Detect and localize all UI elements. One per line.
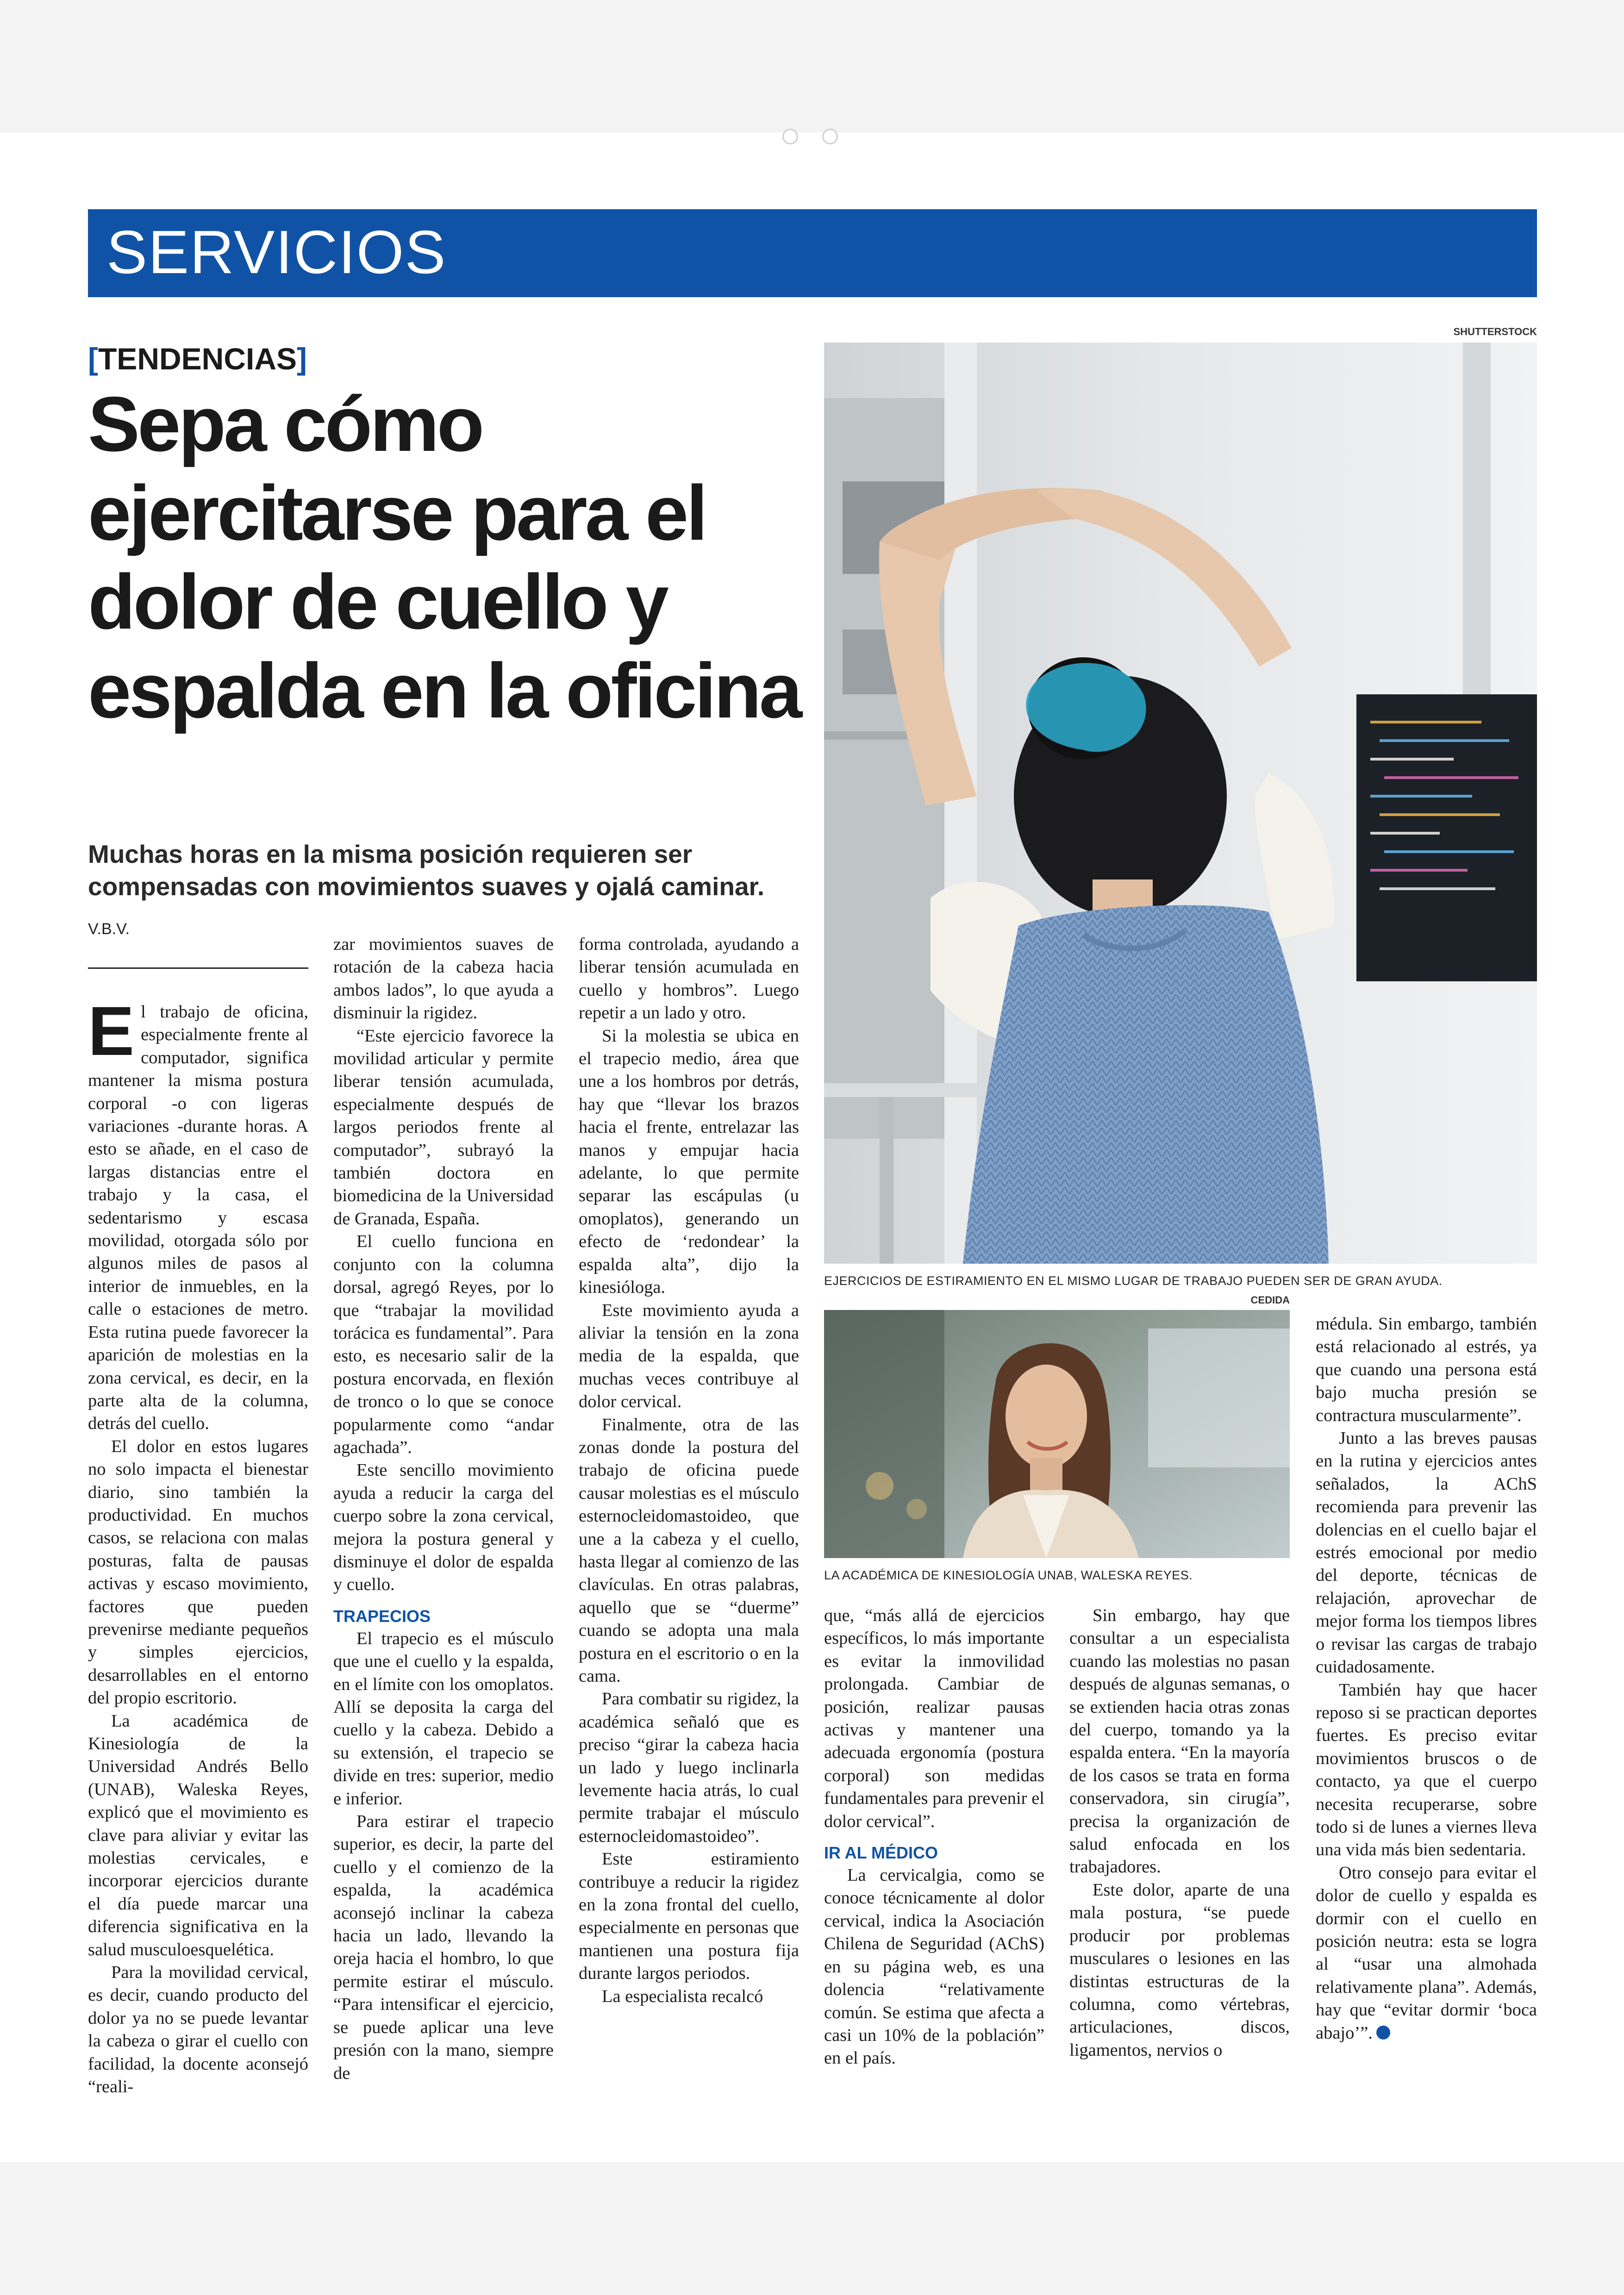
portrait-illustration [824, 1310, 1290, 1558]
paragraph: Otro consejo para evitar el dolor de cuello y espalda es dormir con el cuello en posición neutra: esta se logra al “usar una almohada relativamente plana”. Además, hay que “evitar dormir ‘boca abajo’”. [1316, 1863, 1537, 2043]
paragraph: La especialista recalcó [602, 1986, 763, 2006]
byline-divider [88, 967, 308, 969]
page-dot-prev[interactable] [782, 129, 798, 144]
paragraph: La académica de Kinesiología de la Universidad Andrés Bello (UNAB), Waleska Reyes, explicó que el movimiento es clave para aliviar y evitar las molestias cervicales, e incorporar ejercicios durante el día puede marcar una diferencia significativa en la salud musculoesquelética. [88, 1711, 308, 1959]
paragraph: Para combatir su rigidez, la académica señaló que es preciso “girar la cabeza hacia un lado y luego inclinarla levemente hacia atrás, lo cual permite trabajar el músculo esternocleidomastoideo”. [579, 1689, 799, 1846]
portrait-photo [824, 1310, 1290, 1558]
paragraph: Si la molestia se ubica en el trapecio medio, área que une a los hombros por detrás, hay que “llevar los brazos hacia el frente, entrelazar las manos y empujar hacia adelante, lo que permite separar las escápulas (u omoplatos), generando un efecto de ‘redondear’ la espalda alta”, dijo la kinesióloga. [579, 1026, 799, 1297]
page-nav-dots [782, 129, 843, 144]
paragraph: Junto a las breves pausas en la rutina y ejercicios antes señalados, la AChS recomienda para prevenir las dolencias en el cuello bajar el estrés emocional por medio del deporte, técnicas de relajación, aprovechar de mejor forma los tiempos libres o revisar las cargas de trabajo cuidadosamente. [1316, 1428, 1537, 1677]
paragraph: Este dolor, aparte de una mala postura, “se puede producir por problemas musculares o lesiones en las distintas estructuras de la columna, como vértebras, articulaciones, discos, ligamentos, nervios o [1069, 1880, 1290, 2060]
article-column-5 [1069, 1604, 1290, 2062]
article-byline: V.B.V. [88, 920, 130, 938]
drop-cap: E [88, 992, 135, 1070]
paragraph: El cuello funciona en conjunto con la columna dorsal, agregó Reyes, por lo que “trabajar la movilidad torácica es fundamental”. Para esto, es necesario salir de la postura encorvada, en flexión de tronco o lo que se conoce popularmente como “andar agachada”. [333, 1232, 554, 1457]
paragraph: También hay que hacer reposo si se practican deportes fuertes. Es preciso evitar movimientos bruscos o de contacto, ya que el cuerpo necesita recuperarse, sobre todo si de lunes a viernes lleva una vida más bien sedentaria. [1316, 1680, 1537, 1860]
portrait-photo-credit: CEDIDA [1250, 1294, 1290, 1306]
section-title: SERVICIOS [106, 218, 447, 286]
paragraph: Este sencillo movimiento ayuda a reducir la carga del cuerpo sobre la zona cervical, mejora la postura general y disminuye el dolor de espalda y cuello. [333, 1460, 554, 1595]
article-column-1 [88, 992, 308, 2099]
main-photo [824, 343, 1537, 1264]
paragraph: Finalmente, otra de las zonas donde la postura del trabajo de oficina puede causar molestias es el músculo esternocleidomastoideo, que une a la cabeza y el cuello, hasta llegar al comienzo de las clavículas. En otras palabras, aquello que se “duerme” cuando se adopta una mala postura en el escritorio o en la cama. [579, 1415, 799, 1686]
article-column-2 [333, 933, 554, 2085]
paragraph: Este estiramiento contribuye a reducir la rigidez en la zona frontal del cuello, especialmente en personas que mantienen una postura fija durante largos periodos. [579, 1849, 799, 1983]
paragraph: La cervicalgia, como se conoce técnicamente al dolor cervical, indica la Asociación Chilena de Seguridad (AChS) en su página web, es una dolencia “relativamente común. Se estima que afecta a casi un 10% de la población” en el país. [824, 1865, 1044, 2068]
paragraph: El trabajo de oficina, especialmente frente al computador, significa mantener la misma postura corporal -o con ligeras variaciones -durante horas. A esto se añade, en el caso de largas distancias entre el trabajo y la casa, el sedentarismo y escasa movilidad, otorgada sólo por algunos miles de pasos al interior de inmuebles, en la calle o estaciones de metro. Esta rutina puede favorecer la aparición de molestias en la zona cervical, es decir, en la parte alta de la columna, detrás del cuello. [88, 992, 308, 1434]
page-dot-next[interactable] [822, 129, 838, 144]
article-dek: Muchas horas en la misma posición requieren ser compensadas con movimientos suaves y ojalá caminar. [88, 840, 765, 901]
paragraph: “Este ejercicio favorece la movilidad articular y permite liberar tensión acumulada, especialmente después de largos periodos frente al computador”, subrayó la también doctora en biomedicina de la Universidad de Granada, España. [333, 1026, 554, 1229]
article-column-4 [824, 1604, 1044, 2070]
portrait-photo-caption: LA ACADÉMICA DE KINESIOLOGÍA UNAB, WALESKA REYES. [824, 1568, 1193, 1582]
kicker-text: TENDENCIAS [98, 342, 297, 376]
paragraph: Este movimiento ayuda a aliviar la tensión en la zona media de la espalda, que muchas veces contribuye al dolor cervical. [579, 1300, 799, 1412]
article-column-3 [579, 933, 799, 2008]
section-banner [88, 209, 1537, 297]
paragraph: El dolor en estos lugares no solo impacta el bienestar diario, sino también la productividad. En muchos casos, se relaciona con malas posturas, falta de pausas activas y escaso movimiento, factores que pueden prevenirse mediante pequeños y simples ejercicios, desarrollables en el entorno del propio escritorio. [88, 1436, 308, 1708]
paragraph: médula. Sin embargo, también está relacionado al estrés, ya que cuando una persona está bajo mucha presión se contractura muscularmente”. [1316, 1314, 1537, 1425]
main-photo-caption: EJERCICIOS DE ESTIRAMIENTO EN EL MISMO LUGAR DE TRABAJO PUEDEN SER DE GRAN AYUDA. [824, 1274, 1443, 1288]
paragraph: que, “más allá de ejercicios específicos, lo más importante es evitar la inmovilidad prolongada. Cambiar de posición, realizar pausas activas y mantener una adecuada ergonomía (postura corporal) son medidas fundamentales para prevenir el dolor cervical”. [824, 1606, 1044, 1831]
article-column-6 [1316, 1313, 1537, 2045]
subhead-trapecios: TRAPECIOS [333, 1606, 431, 1626]
end-mark-icon [1376, 2026, 1390, 2039]
stretching-woman-illustration [824, 343, 1537, 1264]
paragraph: Para estirar el trapecio superior, es decir, la parte del cuello y el comienzo de la espalda, la académica aconsejó inclinar la cabeza hacia un lado, llevando la oreja hacia el hombro, lo que permite estirar el músculo. “Para intensificar el ejercicio, se puede aplicar una leve presión con la mano, siempre de [333, 1812, 554, 2083]
main-photo-credit: SHUTTERSTOCK [1453, 326, 1537, 337]
article-kicker: [TENDENCIAS] [88, 342, 307, 376]
paragraph: Para la movilidad cervical, es decir, cuando producto del dolor ya no se puede levantar la cabeza o girar el cuello con facilidad, la docente aconsejó “reali- [88, 1963, 308, 2097]
paragraph: El trapecio es el músculo que une el cuello y la espalda, en el límite con los omoplatos. Allí se deposita la carga del cuello y la cabeza. Debido a su extensión, el trapecio se divide en tres: superior, medio e inferior. [333, 1628, 554, 1809]
paragraph: zar movimientos suaves de rotación de la cabeza hacia ambos lados”, lo que ayuda a disminuir la rigidez. [333, 935, 554, 1023]
paragraph: forma controlada, ayudando a liberar tensión acumulada en cuello y hombros”. Luego repetir a un lado y otro. [579, 935, 799, 1023]
paragraph: Sin embargo, hay que consultar a un especialista cuando las molestias no pasan después de algunas semanas, o se extienden hacia otras zonas del cuerpo, tomando ya la espalda entera. “En la mayoría de los casos se trata en forma conservadora, sin cirugía”, precisa la organización de salud enfocada en los trabajadores. [1069, 1606, 1290, 1877]
subhead-ir-al-medico: IR AL MÉDICO [824, 1843, 938, 1863]
article-headline: Sepa cómo ejercitarse para el dolor de cuello y espalda en la oficina [88, 380, 800, 734]
